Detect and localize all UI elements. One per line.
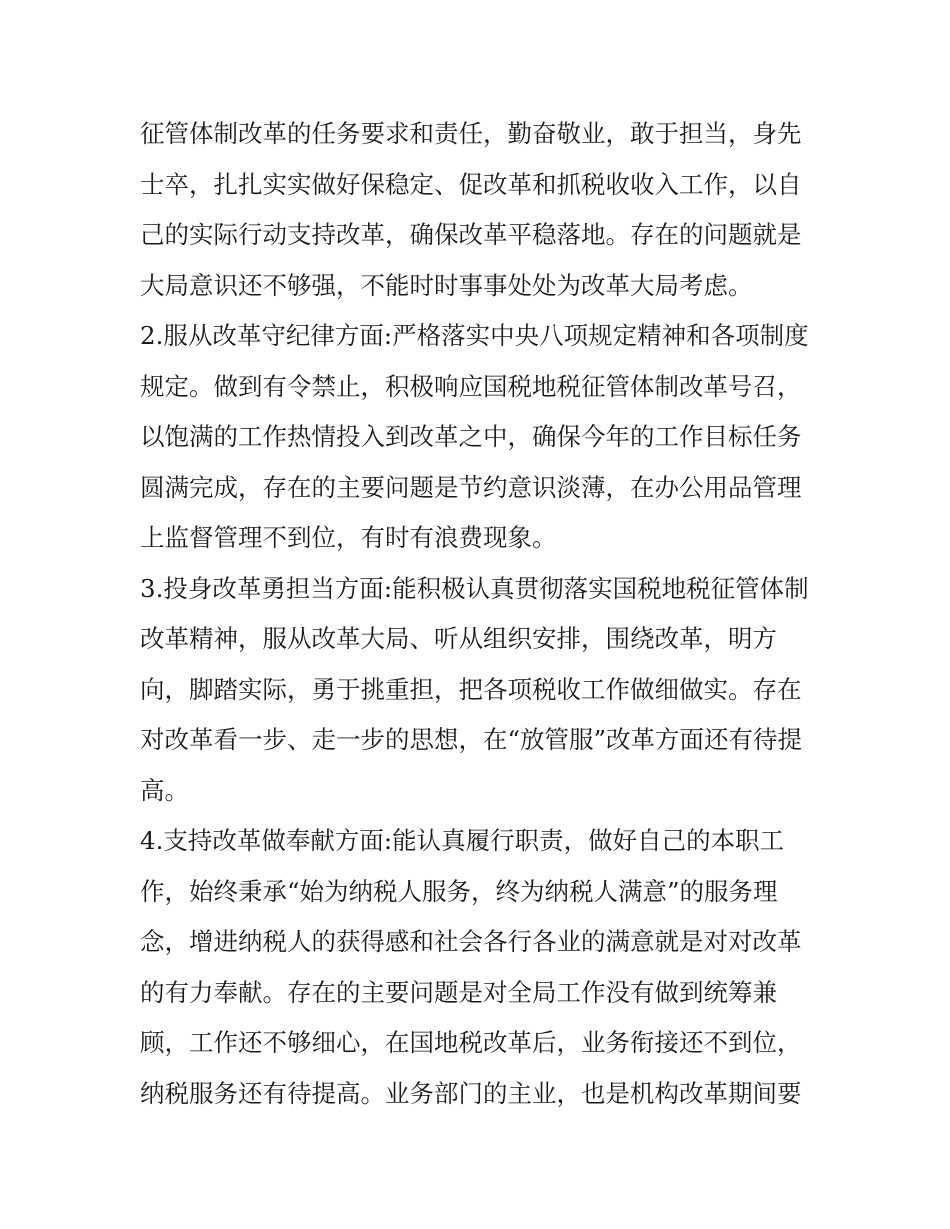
text-line: 大局意识还不够强，不能时时事事处处为改革大局考虑。 <box>140 270 753 300</box>
text-line: 纳税服务还有待提高。业务部门的主业，也是机构改革期间要 <box>140 1078 802 1108</box>
text-line: 3.投身改革勇担当方面:能积极认真贯彻落实国税地税征管体制 <box>140 573 809 603</box>
text-line: 对改革看一步、走一步的思想，在“放管服”改革方面还有待提 <box>140 725 803 754</box>
text-line: 士卒，扎扎实实做好保稳定、促改革和抓税收收入工作，以自 <box>140 169 802 199</box>
text-line: 高。 <box>140 775 189 805</box>
text-line: 顾，工作还不够细心，在国地税改革后，业务衔接还不到位， <box>140 1028 802 1057</box>
text-line: 作，始终秉承“始为纳税人服务，终为纳税人满意”的服务理 <box>140 876 778 906</box>
text-line: 己的实际行动支持改革，确保改革平稳落地。存在的问题就是 <box>140 220 802 249</box>
text-line: 以饱满的工作热情投入到改革之中，确保今年的工作目标任务 <box>140 422 802 451</box>
text-line: 征管体制改革的任务要求和责任，勤奋敬业，敢于担当，身先 <box>140 119 802 148</box>
text-line: 规定。做到有令禁止，积极响应国税地税征管体制改革号召， <box>140 371 802 401</box>
text-line: 2.服从改革守纪律方面:严格落实中央八项规定精神和各项制度 <box>140 321 809 350</box>
document-body <box>140 109 820 1119</box>
text-line: 上监督管理不到位，有时有浪费现象。 <box>140 523 557 552</box>
text-line: 念，增进纳税人的获得感和社会各行各业的满意就是对对改革 <box>140 927 802 956</box>
text-line: 改革精神，服从改革大局、听从组织安排，围绕改革，明方 <box>140 624 777 653</box>
text-line: 4.支持改革做奉献方面:能认真履行职责，做好自己的本职工 <box>140 826 785 855</box>
text-line: 圆满完成，存在的主要问题是节约意识淡薄，在办公用品管理 <box>140 472 802 502</box>
text-line: 向，脚踏实际，勇于挑重担，把各项税收工作做细做实。存在 <box>140 674 802 704</box>
text-line: 的有力奉献。存在的主要问题是对全局工作没有做到统筹兼 <box>140 977 777 1007</box>
